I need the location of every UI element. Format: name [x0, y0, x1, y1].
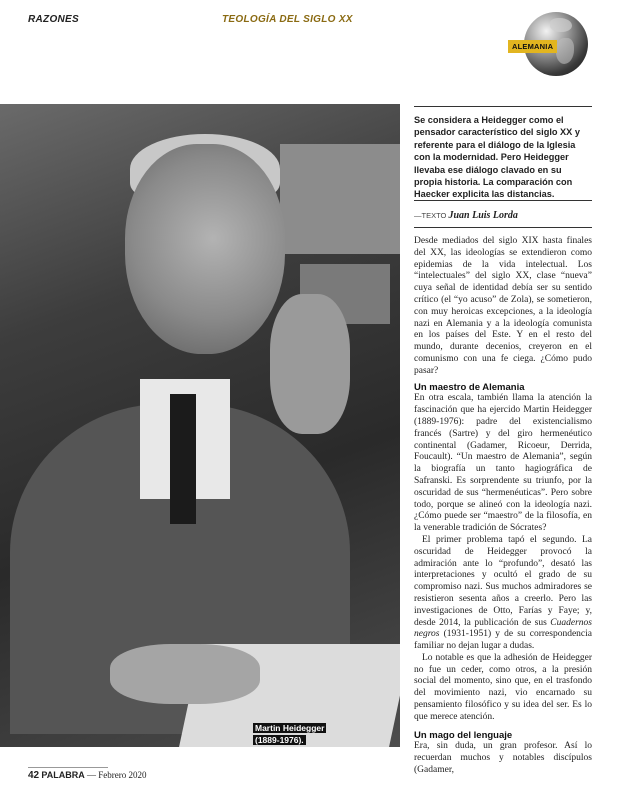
body-paragraph: Desde mediados del siglo XIX hasta finales del XX, las ideologías se extendieron como epidemias de la vida intelectual. Los “intelectuales” del siglo XX, clase “nueva” cuya señal de identidad debía ser su sentido crítico (el “yo acuso” de Zola), se sometieron, con muy heroicas excepciones, a la ideología nazi en Alemania y a la ideología comunista en los países del Este. Y en el resto del mundo, durante decenios, creyeron en el comunismo con una fe ciega. ¿Cómo pudo pasar? [414, 236, 592, 376]
body-paragraph: Lo notable es que la adhesión de Heidegger no fue un ceder, como otros, a la presión social del momento, sino que, en el trasfondo del movimiento nazi, vio encarnado su pensamiento filosófico y su idea del ser. Es lo que merece atención. [414, 652, 592, 722]
caption-dates: (1889-1976). [255, 735, 304, 745]
portrait-photo [0, 104, 400, 747]
publication-name: PALABRA [41, 770, 85, 780]
caption-name: Martin Heidegger [255, 723, 325, 733]
body-paragraph: El primer problema tapó el segundo. La oscuridad de Heidegger provocó la admiración ante lo “profundo”, desató las interpretaciones y ocultó el grado de su compromiso nazi. Sus muchos admiradores se resistieron sesenta años a creerlo. Pero las investigaciones de Otto, Farías y Faye; y, desde 2014, la publicación de sus Cuadernos negros (1931-1951) y de su correspondencia familiar no dejan lugar a dudas. [414, 534, 593, 652]
lead-paragraph: Se considera a Heidegger como el pensador característico del siglo XX y referente para el diálogo de la Iglesia con la modernidad. Pero Heidegger llevaba ese diálogo clavado en su propia historia. La comparación con Haecker explicita las distancias. [414, 115, 580, 200]
book-title: Cuadernos negros [414, 617, 592, 640]
subheading-mago: Un mago del lenguaje [414, 729, 513, 741]
body-paragraph: En otra escala, también llama la atención la fascinación que ha ejercido Martin Heidegger (1889-1976): padre del existencialismo francés (Sartre) y del giro hermenéutico continental (Gadamer, Ricoeur, Derrida, Foucault). “Un maestro de Alemania”, según la biografía un tanto hagiográfica de Safranski. Es sorprendente su triunfo, por la oscuridad de sus “hermenéuticas”. Pero sobre todo, porque se alineó con la ideología nazi. ¿Cómo puede ser “maestro” de la filosofía, en la venerable tradición de Sócrates? [414, 393, 592, 534]
lead-top-rule [414, 106, 592, 107]
footer-rule [28, 767, 108, 768]
photo-caption [253, 722, 326, 746]
series-label: TEOLOGÍA DEL SIGLO XX [222, 14, 353, 25]
lead-bottom-rule [414, 200, 592, 201]
body-paragraph: Era, sin duda, un gran profesor. Así lo recuerdan muchos y notables discípulos (Gadamer, [414, 741, 592, 776]
section-label: RAZONES [28, 14, 79, 25]
page-footer [28, 770, 146, 781]
article-body [414, 236, 592, 777]
issue-date: — Febrero 2020 [86, 770, 147, 780]
subheading-maestro: Un maestro de Alemania [414, 381, 525, 393]
byline-rule [414, 227, 592, 228]
country-tag: ALEMANIA [508, 40, 557, 53]
author-name: Juan Luis Lorda [448, 210, 518, 221]
page-number: 42 [28, 770, 40, 781]
byline-prefix: —TEXTO [414, 211, 447, 220]
byline [414, 210, 592, 221]
